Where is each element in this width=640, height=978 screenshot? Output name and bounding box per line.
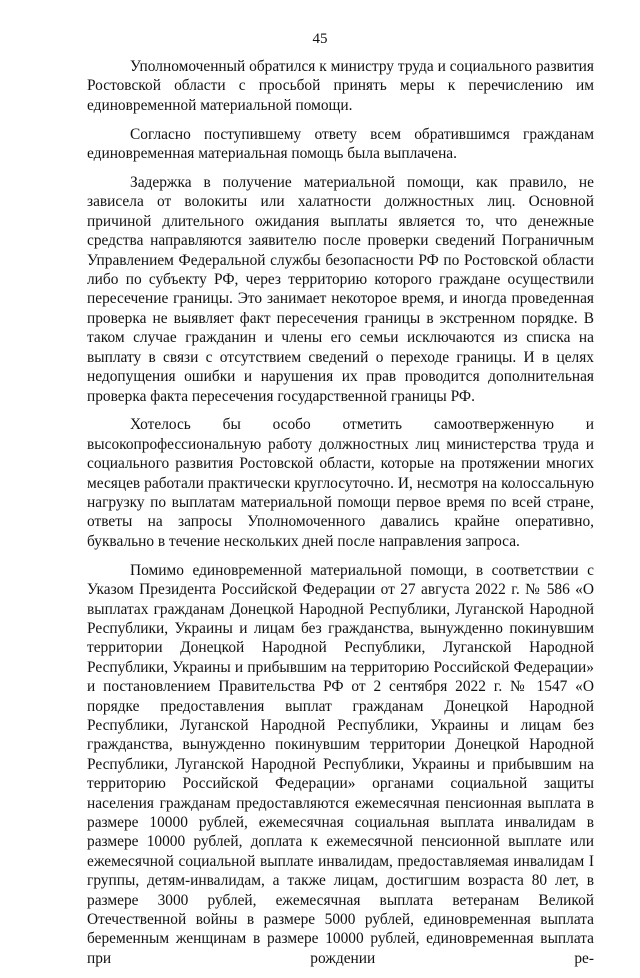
paragraph-appeal-to-minister: Уполномоченный обратился к министру труда и социального развития Ростовской области с просьбой принять меры к перечислению им единовременной материальной помощи. [87,58,594,114]
paragraph-ministry-work: Хотелось бы особо отметить самоотверженную и высокопрофессиональную работу должностных лиц министерства труда и социального развития Ростовской области, которые на протяжении многих месяцев работали практически круглосуточно. И, несмотря на колоссальную нагрузку по выплатам материальной помощи первое время по всей стране, ответы на запросы Уполномоченного давались крайне оперативно, буквально в течение нескольких дней после направления запроса. [87,416,594,550]
page-number: 45 [312,31,328,47]
paragraph-additional-payments: Помимо единовременной материальной помощи, в соответствии с Указом Президента Российской Федерации от 27 августа 2022 г. № 586 «О выплатах гражданам Донецкой Народной Республики, Луганской Народной Республики, Украины и лицам без гражданства, вынужденно покинувшим территории Донецкой Народной Республики, Луганской Народной Республики, Украины и прибывшим на территорию Российской Федерации» и постановлением Правительства РФ от 2 сентября 2022 г. № 1547 «О порядке предоставления выплат гражданам Донецкой Народной Республики, Луганской Народной Республики, Украины и лицам без гражданства, вынужденно покинувшим территории Донецкой Народной Республики, Луганской Народной Республики, Украины и прибывшим на территорию Российской Федерации» органами социальной защиты населения гражданам предоставляются ежемесячная пенсионная выплата в размере 10000 рублей, ежемесячная социальная выплата инвалидам в размере 10000 рублей, доплата к ежемесячной пенсионной выплате или ежемесячной социальной выплате инвалидам, предоставляемая инвалидам I группы, детям-инвалидам, а также лицам, достигшим возраста 80 лет, в размере 3000 рублей, ежемесячная выплата ветеранам Великой Отечественной войны в размере 5000 рублей, единовременная выплата беременным женщинам в размере 10000 рублей, единовременная выплата при рождении ре- [87,561,594,967]
paragraph-assistance-paid: Согласно поступившему ответу всем обратившимся гражданам единовременная материальная помощь была выплачена. [87,125,594,163]
page-body [87,57,594,978]
paragraph-payment-delay: Задержка в получение материальной помощи, как правило, не зависела от волокиты или халатности должностных лиц. Основной причиной длительного ожидания выплаты является то, что денежные средства направляются заявителю после проверки сведений Пограничным Управлением Федеральной службы безопасности РФ по Ростовской области либо по субъекту РФ, через территорию которого граждане осуществили пересечение границы. Это занимает некоторое время, и иногда проведенная проверка не выявляет факт пересечения границы в экстренном порядке. В таком случае гражданин и члены его семьи исключаются из списка на выплату в связи с отсутствием сведений о переходе границы. И в целях недопущения ошибки и нарушения их прав проводится дополнительная проверка факта пересечения государственной границы РФ. [87,174,594,405]
